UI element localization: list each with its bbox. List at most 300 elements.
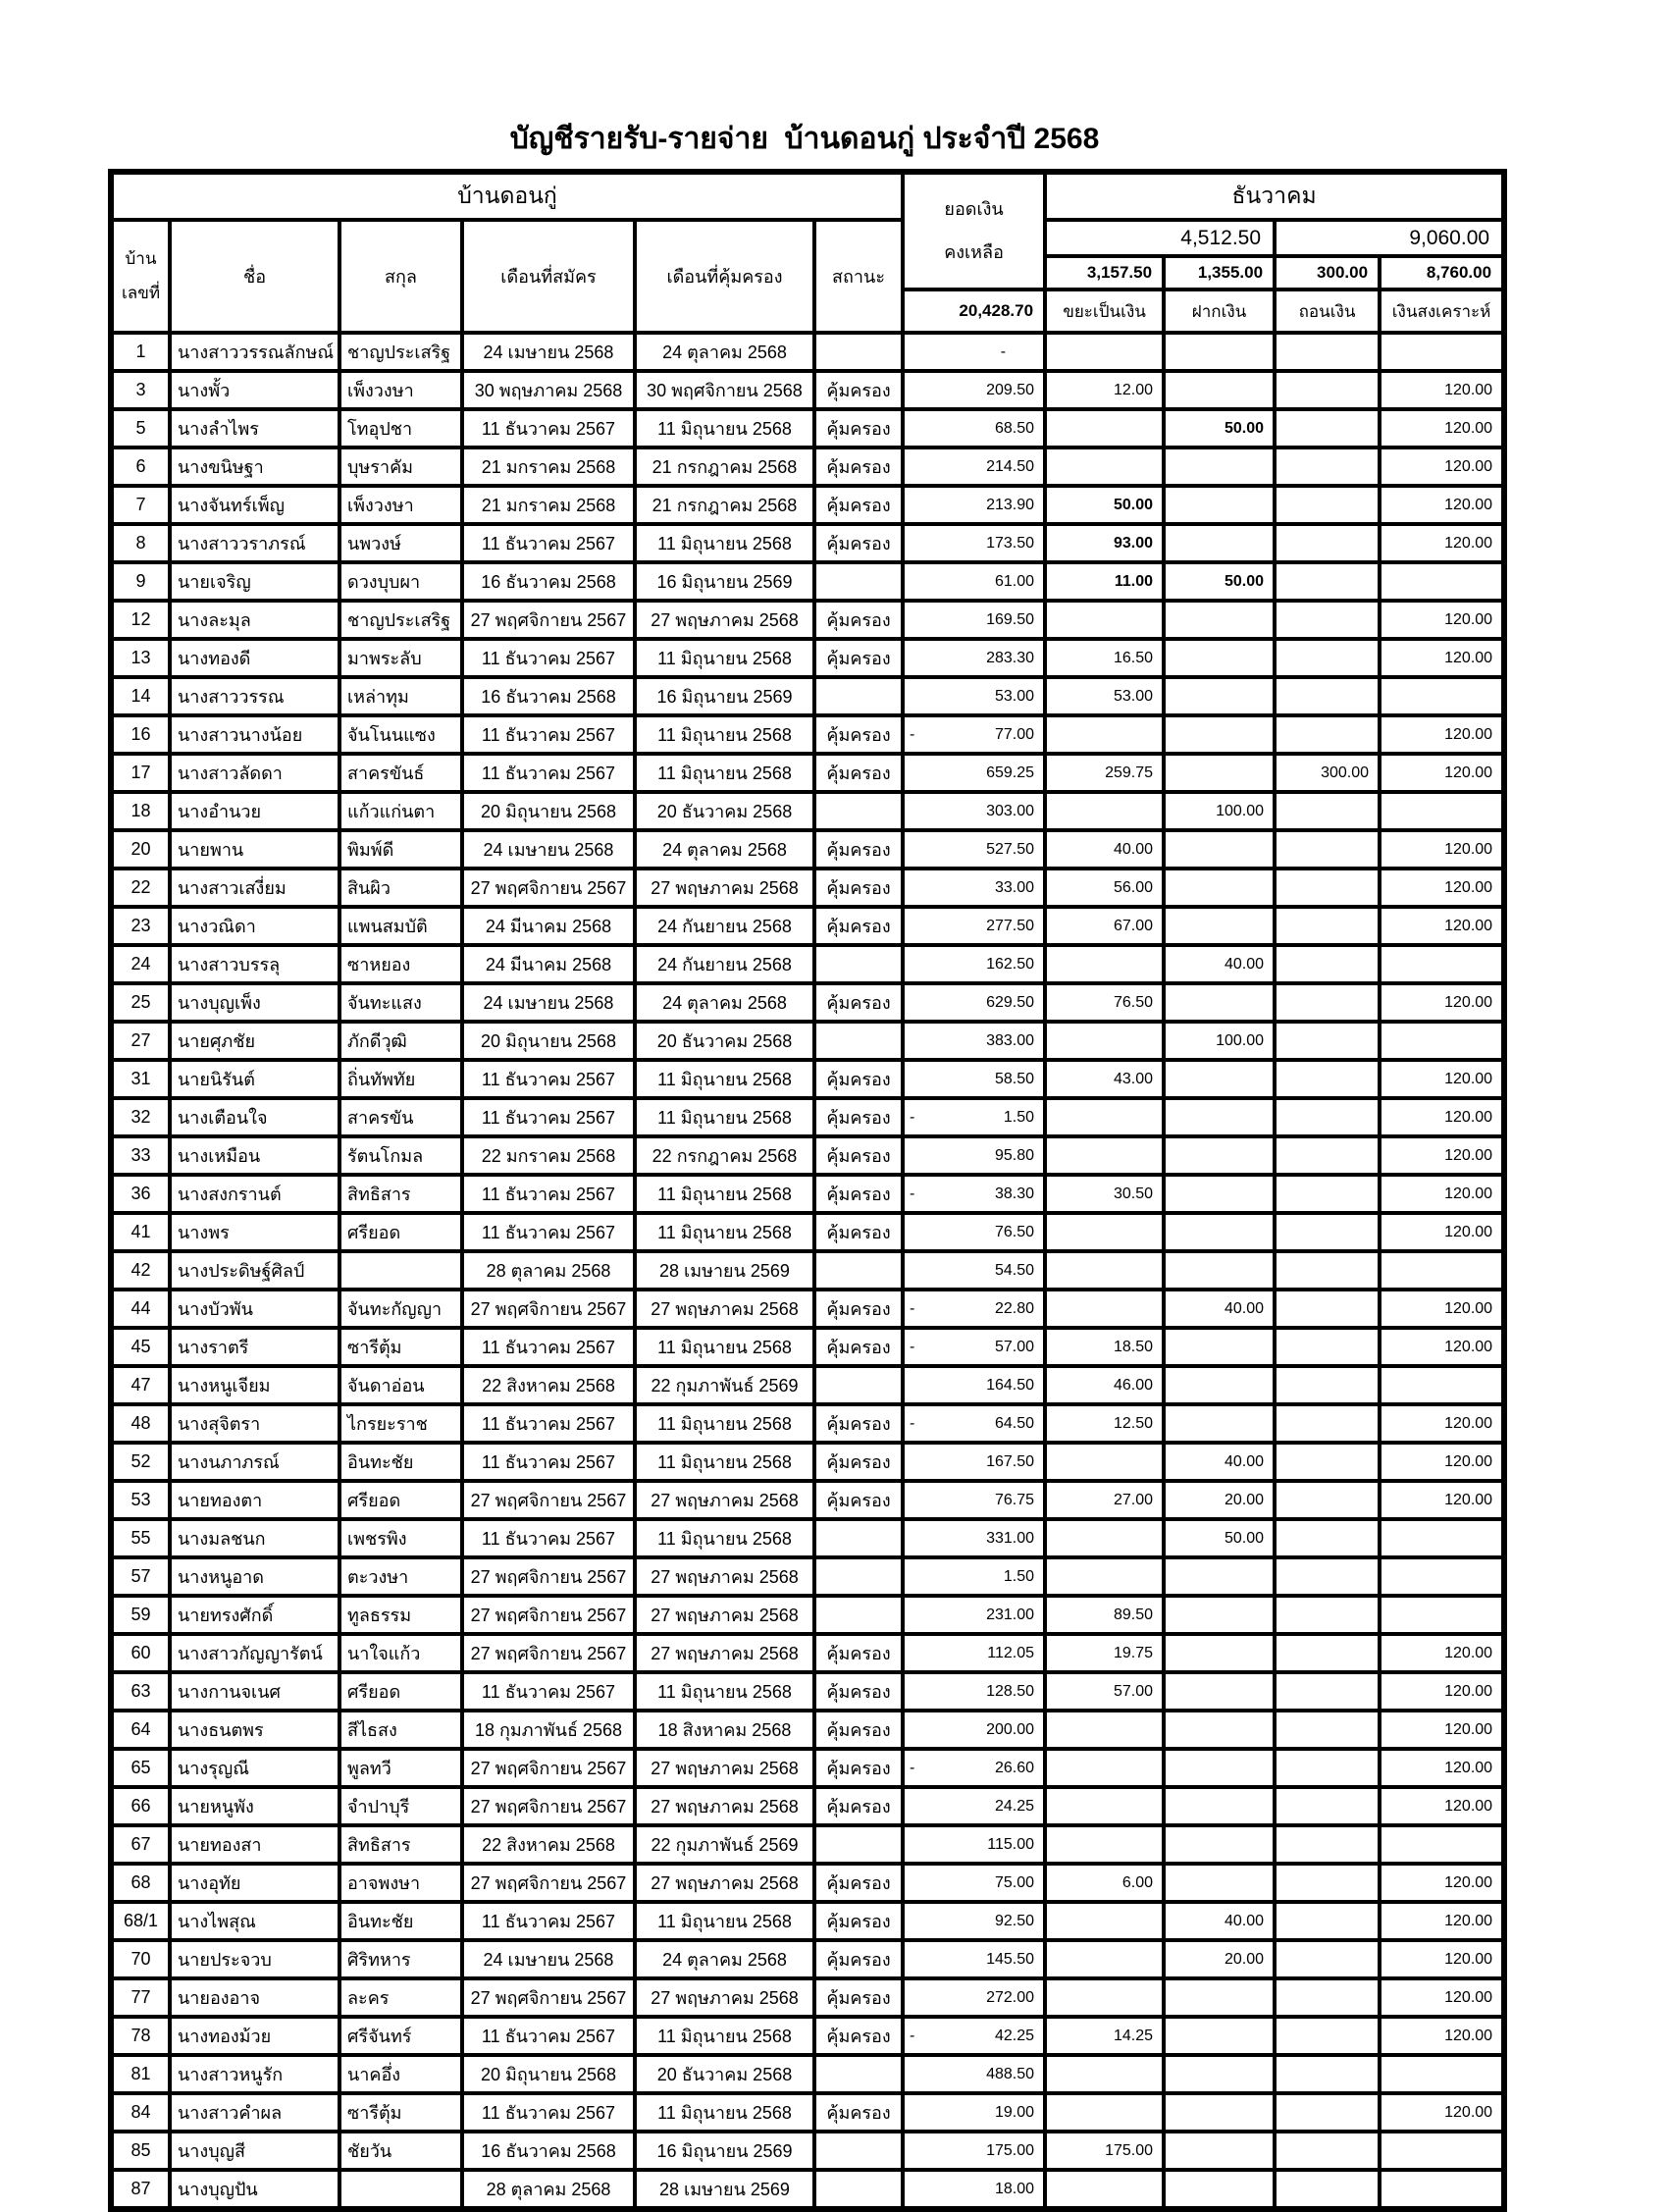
cell-last-name: ทูลธรรม: [339, 1596, 462, 1634]
cell-last-name: ไกรยะราช: [339, 1404, 462, 1443]
cell-apply-month: 22 มกราคม 2568: [462, 1136, 635, 1175]
cell-status: [814, 2170, 903, 2209]
cell-cover-month: 18 สิงหาคม 2568: [635, 1711, 814, 1749]
cell-deposit: [1164, 1213, 1275, 1251]
cell-balance: 629.50: [903, 983, 1045, 1022]
cell-cover-month: 11 มิถุนายน 2568: [635, 1404, 814, 1443]
cell-balance: 331.00: [903, 1519, 1045, 1557]
cell-welfare: 120.00: [1380, 486, 1504, 524]
cell-balance: 527.50: [903, 830, 1045, 869]
cell-cover-month: 27 พฤษภาคม 2568: [635, 1864, 814, 1902]
cell-withdraw: [1275, 1443, 1380, 1481]
cell-house-no: 48: [111, 1404, 170, 1443]
table-row: [111, 1136, 1504, 1175]
cell-deposit: [1164, 448, 1275, 486]
balance-value: 1.50: [1003, 1108, 1035, 1126]
cell-withdraw: [1275, 2093, 1380, 2132]
cell-last-name: เหล่าทุม: [339, 677, 462, 715]
balance-value: 26.60: [995, 1759, 1035, 1776]
cell-welfare: [1380, 2055, 1504, 2093]
cell-house-no: 24: [111, 945, 170, 983]
cell-cover-month: 27 พฤษภาคม 2568: [635, 1787, 814, 1825]
cell-cover-month: 11 มิถุนายน 2568: [635, 1060, 814, 1098]
cell-waste-money: [1045, 715, 1164, 754]
cell-withdraw: [1275, 1251, 1380, 1290]
balance-value: 42.25: [995, 2027, 1035, 2044]
cell-apply-month: 27 พฤศจิกายน 2567: [462, 1481, 635, 1519]
col-header-waste-money: ขยะเป็นเงิน: [1045, 290, 1164, 333]
cell-last-name: บุษราคัม: [339, 448, 462, 486]
cell-cover-month: 20 ธันวาคม 2568: [635, 1022, 814, 1060]
table-row: [111, 1519, 1504, 1557]
cell-withdraw: [1275, 409, 1380, 448]
cell-first-name: นางบุญปัน: [170, 2170, 339, 2209]
cell-balance: [903, 1749, 1045, 1787]
cell-waste-money: [1045, 1825, 1164, 1864]
cell-first-name: นางพั้ว: [170, 371, 339, 409]
cell-last-name: สินผิว: [339, 869, 462, 907]
cell-deposit: [1164, 601, 1275, 639]
cell-house-no: 22: [111, 869, 170, 907]
cell-apply-month: 27 พฤศจิกายน 2567: [462, 1978, 635, 2017]
cell-withdraw: [1275, 601, 1380, 639]
cell-apply-month: 24 เมษายน 2568: [462, 1940, 635, 1978]
waste-total: 3,157.50: [1045, 256, 1164, 290]
cell-status: คุ้มครอง: [814, 371, 903, 409]
cell-waste-money: [1045, 448, 1164, 486]
cell-deposit: 50.00: [1164, 1519, 1275, 1557]
cell-status: คุ้มครอง: [814, 1787, 903, 1825]
cell-waste-money: [1045, 601, 1164, 639]
cell-last-name: สิทธิสาร: [339, 1175, 462, 1213]
cell-deposit: [1164, 1596, 1275, 1634]
cell-apply-month: 27 พฤศจิกายน 2567: [462, 1557, 635, 1596]
cell-waste-money: [1045, 792, 1164, 830]
cell-status: คุ้มครอง: [814, 907, 903, 945]
cell-apply-month: 11 ธันวาคม 2567: [462, 1060, 635, 1098]
cell-status: คุ้มครอง: [814, 524, 903, 562]
cell-status: คุ้มครอง: [814, 1749, 903, 1787]
cell-last-name: ชาญประเสริฐ: [339, 601, 462, 639]
cell-deposit: [1164, 1749, 1275, 1787]
cell-last-name: แพนสมบัติ: [339, 907, 462, 945]
cell-withdraw: [1275, 448, 1380, 486]
cell-first-name: นางพร: [170, 1213, 339, 1251]
cell-status: คุ้มครอง: [814, 715, 903, 754]
cell-first-name: นางเหมือน: [170, 1136, 339, 1175]
cell-cover-month: 11 มิถุนายน 2568: [635, 2017, 814, 2055]
table-row: [111, 754, 1504, 792]
ledger-table: [108, 169, 1507, 2212]
cell-deposit: [1164, 1711, 1275, 1749]
cell-withdraw: [1275, 2055, 1380, 2093]
table-row: [111, 792, 1504, 830]
withdraw-total: 300.00: [1275, 256, 1380, 290]
balance-value: 38.30: [995, 1185, 1035, 1202]
cell-deposit: 40.00: [1164, 945, 1275, 983]
cell-last-name: จันทะกัญญา: [339, 1290, 462, 1328]
cell-house-no: 85: [111, 2132, 170, 2170]
cell-waste-money: 259.75: [1045, 754, 1164, 792]
cell-first-name: นางขนิษฐา: [170, 448, 339, 486]
cell-welfare: [1380, 2132, 1504, 2170]
cell-cover-month: 22 กุมภาพันธ์ 2569: [635, 1825, 814, 1864]
cell-cover-month: 11 มิถุนายน 2568: [635, 1519, 814, 1557]
page-title: บัญชีรายรับ-รายจ่าย บ้านดอนกู่ ประจำปี 2568: [509, 123, 1100, 155]
cell-welfare: 120.00: [1380, 1787, 1504, 1825]
cell-withdraw: [1275, 1060, 1380, 1098]
cell-first-name: นางลำไพร: [170, 409, 339, 448]
cell-welfare: 120.00: [1380, 409, 1504, 448]
cell-waste-money: [1045, 1443, 1164, 1481]
minus-sign: -: [910, 1185, 915, 1202]
cell-first-name: นางสาวนางน้อย: [170, 715, 339, 754]
cell-deposit: [1164, 907, 1275, 945]
cell-apply-month: 16 ธันวาคม 2568: [462, 2132, 635, 2170]
cell-waste-money: [1045, 2170, 1164, 2209]
cell-welfare: [1380, 792, 1504, 830]
cell-first-name: นางสาวลัดดา: [170, 754, 339, 792]
cell-first-name: นางอำนวย: [170, 792, 339, 830]
cell-waste-money: [1045, 2093, 1164, 2132]
cell-balance: 76.50: [903, 1213, 1045, 1251]
cell-apply-month: 24 มีนาคม 2568: [462, 907, 635, 945]
cell-apply-month: 16 ธันวาคม 2568: [462, 562, 635, 601]
cell-cover-month: 11 มิถุนายน 2568: [635, 1902, 814, 1940]
cell-balance: 112.05: [903, 1634, 1045, 1672]
cell-withdraw: [1275, 2170, 1380, 2209]
cell-first-name: นางอุทัย: [170, 1864, 339, 1902]
cell-status: [814, 1519, 903, 1557]
cell-house-no: 14: [111, 677, 170, 715]
cell-last-name: รัตนโกมล: [339, 1136, 462, 1175]
cell-first-name: นางสุจิตรา: [170, 1404, 339, 1443]
cell-house-no: 36: [111, 1175, 170, 1213]
cell-cover-month: 22 กรกฎาคม 2568: [635, 1136, 814, 1175]
cell-first-name: นางกานจเนศ: [170, 1672, 339, 1711]
col-header-welfare: เงินสงเคราะห์: [1380, 290, 1504, 333]
cell-apply-month: 30 พฤษภาคม 2568: [462, 371, 635, 409]
cell-welfare: 120.00: [1380, 1864, 1504, 1902]
cell-deposit: [1164, 1136, 1275, 1175]
cell-waste-money: [1045, 333, 1164, 371]
cell-deposit: [1164, 1825, 1275, 1864]
cell-welfare: 120.00: [1380, 830, 1504, 869]
cell-first-name: นายทรงศักดิ์: [170, 1596, 339, 1634]
cell-status: คุ้มครอง: [814, 1213, 903, 1251]
cell-first-name: นางไพสุณ: [170, 1902, 339, 1940]
cell-first-name: นางประดิษฐ์ศิลป์: [170, 1251, 339, 1290]
cell-withdraw: [1275, 1787, 1380, 1825]
cell-withdraw: [1275, 562, 1380, 601]
cell-cover-month: 28 เมษายน 2569: [635, 2170, 814, 2209]
table-row: [111, 1443, 1504, 1481]
cell-apply-month: 24 เมษายน 2568: [462, 983, 635, 1022]
cell-waste-money: [1045, 1940, 1164, 1978]
cell-waste-money: [1045, 409, 1164, 448]
col-header-last-name: สกุล: [339, 220, 462, 333]
cell-balance: [903, 2017, 1045, 2055]
cell-withdraw: [1275, 945, 1380, 983]
cell-welfare: 120.00: [1380, 448, 1504, 486]
header-row-subtotals: [111, 220, 1504, 256]
balance-value: 22.80: [995, 1299, 1035, 1317]
cell-apply-month: 11 ธันวาคม 2567: [462, 524, 635, 562]
cell-first-name: นายศุภชัย: [170, 1022, 339, 1060]
cell-withdraw: [1275, 1098, 1380, 1136]
cell-waste-money: [1045, 1557, 1164, 1596]
cell-waste-money: [1045, 1749, 1164, 1787]
cell-waste-money: [1045, 945, 1164, 983]
cell-welfare: [1380, 333, 1504, 371]
cell-cover-month: 11 มิถุนายน 2568: [635, 639, 814, 677]
cell-last-name: อาจพงษา: [339, 1864, 462, 1902]
cell-cover-month: 20 ธันวาคม 2568: [635, 792, 814, 830]
cell-withdraw: [1275, 1940, 1380, 1978]
balance-value: 77.00: [995, 725, 1035, 743]
cell-last-name: จันทะแสง: [339, 983, 462, 1022]
cell-last-name: ศิริทหาร: [339, 1940, 462, 1978]
cell-balance: 214.50: [903, 448, 1045, 486]
table-row: [111, 1978, 1504, 2017]
cell-deposit: 100.00: [1164, 1022, 1275, 1060]
table-row: [111, 1098, 1504, 1136]
cell-welfare: [1380, 1519, 1504, 1557]
cell-waste-money: 6.00: [1045, 1864, 1164, 1902]
cell-withdraw: [1275, 371, 1380, 409]
cell-apply-month: 27 พฤศจิกายน 2567: [462, 1290, 635, 1328]
cell-deposit: [1164, 2132, 1275, 2170]
cell-balance: 53.00: [903, 677, 1045, 715]
cell-apply-month: 27 พฤศจิกายน 2567: [462, 601, 635, 639]
cell-house-no: 12: [111, 601, 170, 639]
cell-apply-month: 11 ธันวาคม 2567: [462, 1519, 635, 1557]
cell-house-no: 65: [111, 1749, 170, 1787]
cell-house-no: 44: [111, 1290, 170, 1328]
cell-balance: 383.00: [903, 1022, 1045, 1060]
cell-cover-month: 27 พฤษภาคม 2568: [635, 1978, 814, 2017]
cell-house-no: 3: [111, 371, 170, 409]
cell-balance: [903, 1098, 1045, 1136]
cell-cover-month: 16 มิถุนายน 2569: [635, 562, 814, 601]
cell-last-name: ตะวงษา: [339, 1557, 462, 1596]
cell-last-name: อินทะชัย: [339, 1443, 462, 1481]
cell-cover-month: 22 กุมภาพันธ์ 2569: [635, 1366, 814, 1404]
cell-first-name: นางวณิดา: [170, 907, 339, 945]
table-row: [111, 409, 1504, 448]
balance-label-line1: ยอดเงิน: [944, 198, 1004, 219]
cell-house-no: 27: [111, 1022, 170, 1060]
cell-welfare: 120.00: [1380, 1711, 1504, 1749]
table-row: [111, 1328, 1504, 1366]
cell-status: [814, 333, 903, 371]
table-row: [111, 2170, 1504, 2209]
cell-deposit: [1164, 1557, 1275, 1596]
cell-cover-month: 24 ตุลาคม 2568: [635, 1940, 814, 1978]
cell-deposit: [1164, 2170, 1275, 2209]
cell-first-name: นางสาววรรณลักษณ์: [170, 333, 339, 371]
cell-cover-month: 11 มิถุนายน 2568: [635, 1175, 814, 1213]
cell-house-no: 55: [111, 1519, 170, 1557]
cell-last-name: สาครขันธ์: [339, 754, 462, 792]
cell-house-no: 77: [111, 1978, 170, 2017]
cell-withdraw: [1275, 1557, 1380, 1596]
cell-status: [814, 677, 903, 715]
cell-balance: 76.75: [903, 1481, 1045, 1519]
balance-total: 20,428.70: [903, 290, 1045, 333]
cell-apply-month: 11 ธันวาคม 2567: [462, 715, 635, 754]
cell-balance: 145.50: [903, 1940, 1045, 1978]
cell-cover-month: 24 ตุลาคม 2568: [635, 983, 814, 1022]
cell-first-name: นางรุญณี: [170, 1749, 339, 1787]
cell-last-name: ชาญประเสริฐ: [339, 333, 462, 371]
table-row: [111, 2017, 1504, 2055]
cell-house-no: 60: [111, 1634, 170, 1672]
cell-house-no: 59: [111, 1596, 170, 1634]
cell-withdraw: [1275, 1213, 1380, 1251]
cell-deposit: [1164, 1251, 1275, 1290]
cell-house-no: 52: [111, 1443, 170, 1481]
cell-waste-money: 12.50: [1045, 1404, 1164, 1443]
cell-first-name: นายทองสา: [170, 1825, 339, 1864]
cell-welfare: [1380, 562, 1504, 601]
cell-withdraw: [1275, 1366, 1380, 1404]
cell-status: [814, 945, 903, 983]
cell-apply-month: 27 พฤศจิกายน 2567: [462, 1787, 635, 1825]
cell-deposit: [1164, 486, 1275, 524]
cell-deposit: [1164, 1366, 1275, 1404]
cell-withdraw: [1275, 1290, 1380, 1328]
cell-deposit: [1164, 1060, 1275, 1098]
cell-withdraw: [1275, 639, 1380, 677]
cell-withdraw: [1275, 1864, 1380, 1902]
cell-withdraw: [1275, 830, 1380, 869]
cell-apply-month: 24 เมษายน 2568: [462, 830, 635, 869]
cell-apply-month: 27 พฤศจิกายน 2567: [462, 1634, 635, 1672]
cell-withdraw: [1275, 869, 1380, 907]
table-row: [111, 1404, 1504, 1443]
cell-status: คุ้มครอง: [814, 830, 903, 869]
cell-balance: 128.50: [903, 1672, 1045, 1711]
cell-cover-month: 11 มิถุนายน 2568: [635, 1098, 814, 1136]
cell-balance: 33.00: [903, 869, 1045, 907]
cell-apply-month: 11 ธันวาคม 2567: [462, 409, 635, 448]
cell-welfare: [1380, 2170, 1504, 2209]
cell-last-name: ภักดีวุฒิ: [339, 1022, 462, 1060]
cell-welfare: 120.00: [1380, 907, 1504, 945]
cell-house-no: 47: [111, 1366, 170, 1404]
cell-house-no: 67: [111, 1825, 170, 1864]
cell-first-name: นางหนูอาด: [170, 1557, 339, 1596]
table-row: [111, 907, 1504, 945]
cell-status: [814, 1022, 903, 1060]
cell-status: [814, 562, 903, 601]
cell-house-no: 13: [111, 639, 170, 677]
cell-last-name: เพชรพิง: [339, 1519, 462, 1557]
cell-apply-month: 20 มิถุนายน 2568: [462, 2055, 635, 2093]
cell-waste-money: 67.00: [1045, 907, 1164, 945]
cell-welfare: 120.00: [1380, 1902, 1504, 1940]
table-row: [111, 333, 1504, 371]
cell-balance: [903, 1175, 1045, 1213]
cell-house-no: 81: [111, 2055, 170, 2093]
cell-cover-month: 21 กรกฎาคม 2568: [635, 486, 814, 524]
cell-first-name: นายพาน: [170, 830, 339, 869]
cell-deposit: 40.00: [1164, 1443, 1275, 1481]
cell-balance: 303.00: [903, 792, 1045, 830]
table-row: [111, 486, 1504, 524]
cell-waste-money: 40.00: [1045, 830, 1164, 869]
cell-cover-month: 27 พฤษภาคม 2568: [635, 1290, 814, 1328]
cell-status: คุ้มครอง: [814, 1940, 903, 1978]
col-header-deposit: ฝากเงิน: [1164, 290, 1275, 333]
cell-status: [814, 2132, 903, 2170]
cell-first-name: นางสาววรรณ: [170, 677, 339, 715]
cell-last-name: พูลทวี: [339, 1749, 462, 1787]
table-row: [111, 2055, 1504, 2093]
cell-apply-month: 11 ธันวาคม 2567: [462, 1902, 635, 1940]
cell-cover-month: 30 พฤศจิกายน 2568: [635, 371, 814, 409]
cell-welfare: [1380, 1596, 1504, 1634]
cell-apply-month: 21 มกราคม 2568: [462, 448, 635, 486]
cell-first-name: นางละมุล: [170, 601, 339, 639]
table-row: [111, 1902, 1504, 1940]
cell-waste-money: 46.00: [1045, 1366, 1164, 1404]
cell-withdraw: [1275, 2017, 1380, 2055]
cell-welfare: 120.00: [1380, 1443, 1504, 1481]
cell-deposit: 100.00: [1164, 792, 1275, 830]
cell-house-no: 32: [111, 1098, 170, 1136]
cell-balance: 18.00: [903, 2170, 1045, 2209]
cell-last-name: เพ็งวงษา: [339, 486, 462, 524]
cell-last-name: ศรียอด: [339, 1481, 462, 1519]
cell-apply-month: 16 ธันวาคม 2568: [462, 677, 635, 715]
cell-welfare: 120.00: [1380, 983, 1504, 1022]
cell-apply-month: 11 ธันวาคม 2567: [462, 1443, 635, 1481]
cell-last-name: พิมพ์ดี: [339, 830, 462, 869]
cell-waste-money: [1045, 1978, 1164, 2017]
cell-last-name: ซาหยอง: [339, 945, 462, 983]
cell-house-no: 63: [111, 1672, 170, 1711]
cell-last-name: [339, 1251, 462, 1290]
cell-apply-month: 28 ตุลาคม 2568: [462, 2170, 635, 2209]
cell-last-name: ชัยวัน: [339, 2132, 462, 2170]
cell-deposit: [1164, 524, 1275, 562]
cell-status: คุ้มครอง: [814, 639, 903, 677]
cell-house-no: 16: [111, 715, 170, 754]
table-row: [111, 2132, 1504, 2170]
cell-deposit: [1164, 639, 1275, 677]
cell-waste-money: 53.00: [1045, 677, 1164, 715]
cell-last-name: โทอุปชา: [339, 409, 462, 448]
cell-status: คุ้มครอง: [814, 1634, 903, 1672]
cell-withdraw: [1275, 333, 1380, 371]
cell-apply-month: 28 ตุลาคม 2568: [462, 1251, 635, 1290]
cell-cover-month: 11 มิถุนายน 2568: [635, 1328, 814, 1366]
cell-welfare: 120.00: [1380, 601, 1504, 639]
cell-welfare: 120.00: [1380, 1328, 1504, 1366]
minus-sign: -: [910, 1338, 915, 1355]
cell-balance: [903, 715, 1045, 754]
cell-welfare: 120.00: [1380, 1404, 1504, 1443]
col-header-first-name: ชื่อ: [170, 220, 339, 333]
cell-balance: 115.00: [903, 1825, 1045, 1864]
cell-first-name: นางสาวคำผล: [170, 2093, 339, 2132]
cell-status: [814, 1825, 903, 1864]
cell-house-no: 23: [111, 907, 170, 945]
cell-deposit: [1164, 1672, 1275, 1711]
cell-house-no: 53: [111, 1481, 170, 1519]
